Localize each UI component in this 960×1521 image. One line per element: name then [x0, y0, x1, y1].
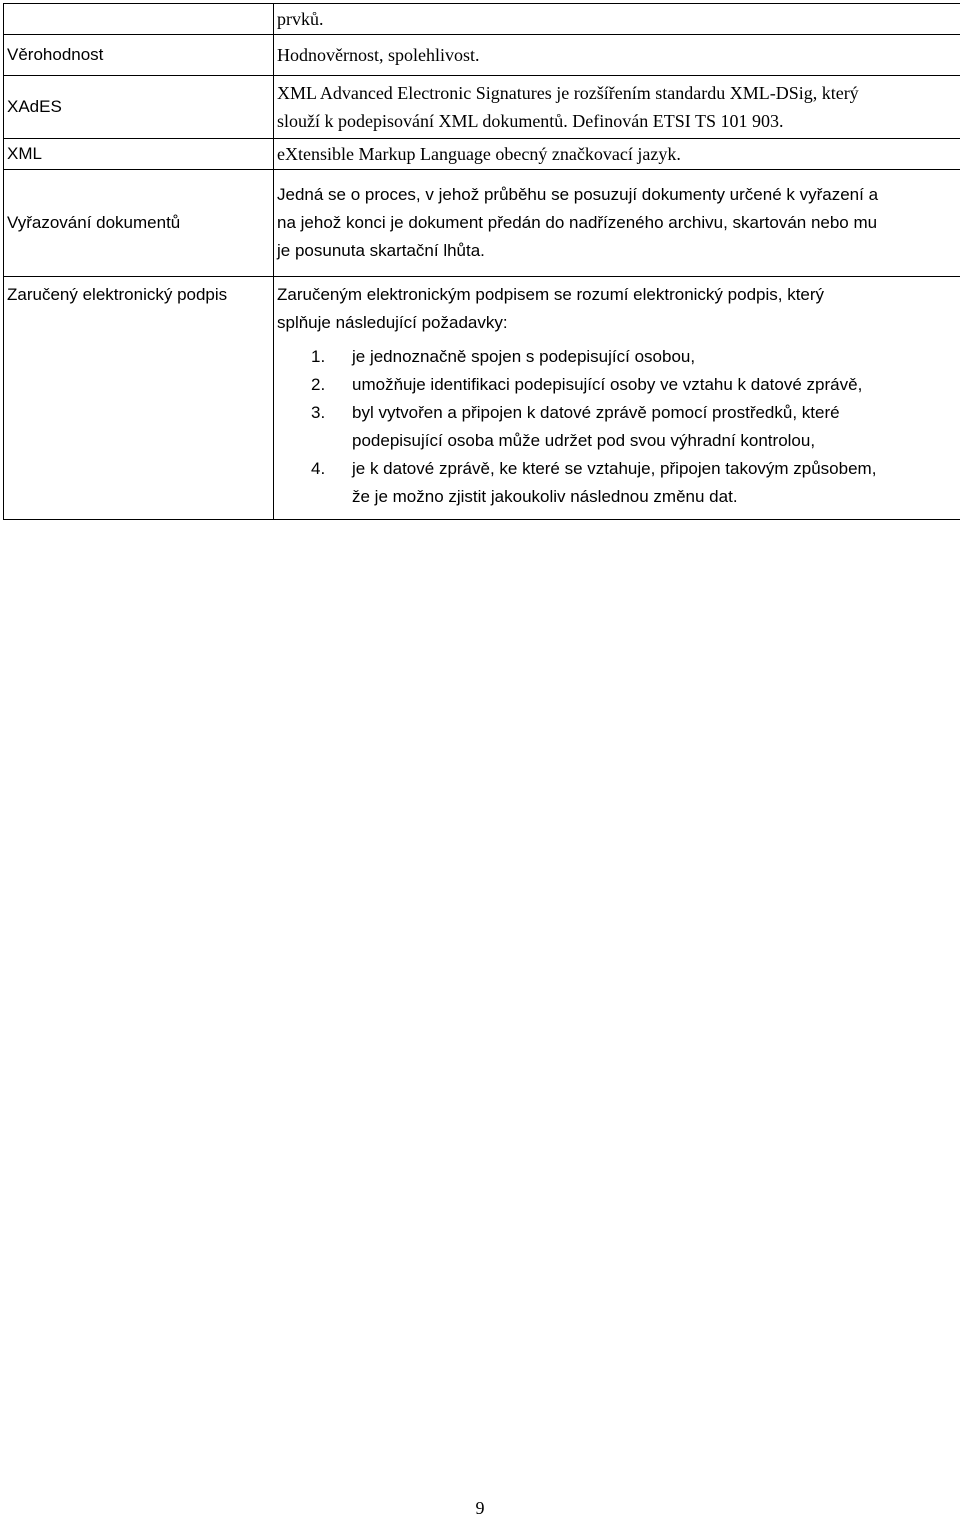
table-row	[4, 35, 960, 76]
definition-cell	[274, 76, 960, 139]
list-item	[277, 371, 957, 399]
list-item-text: byl vytvořen a připojen k datové zprávě pomocí prostředků, které	[352, 403, 840, 422]
term-cell: Věrohodnost	[4, 35, 274, 76]
list-item-text: je k datové zprávě, ke které se vztahuje, připojen takovým způsobem,	[352, 459, 877, 478]
list-item	[277, 343, 957, 371]
definition-cell	[274, 170, 960, 277]
list-item-text: že je možno zjistit jakoukoliv následnou změnu dat.	[352, 487, 738, 506]
list-item-number: 1.	[311, 347, 326, 366]
table-row	[4, 277, 960, 520]
list-item-number: 2.	[311, 375, 326, 394]
term-cell: XAdES	[4, 76, 274, 139]
requirements-list	[277, 343, 957, 511]
page-number: 9	[475, 1498, 485, 1518]
list-item-text: podepisující osoba může udržet pod svou výhradní kontrolou,	[352, 431, 816, 450]
term-cell: Zaručený elektronický podpis	[4, 277, 274, 520]
table-row	[4, 170, 960, 277]
glossary-table	[3, 3, 960, 520]
definition-line: splňuje následující požadavky:	[277, 313, 508, 332]
term-cell-empty	[4, 4, 274, 35]
table-row	[4, 139, 960, 170]
term-cell: XML	[4, 139, 274, 170]
definition-line: XML Advanced Electronic Signatures je rozšířením standardu XML-DSig, který	[277, 83, 859, 103]
table-row	[4, 76, 960, 139]
definition-cell: Hodnověrnost, spolehlivost.	[274, 35, 960, 76]
list-item	[277, 455, 957, 511]
list-item-number: 3.	[311, 403, 326, 422]
definition-line: je posunuta skartační lhůta.	[277, 241, 485, 260]
definition-fragment: prvků.	[277, 9, 324, 29]
definition-cell	[274, 4, 960, 35]
definition-line: slouží k podepisování XML dokumentů. Definován ETSI TS 101 903.	[277, 111, 784, 131]
definition-line: Jedná se o proces, v jehož průběhu se posuzují dokumenty určené k vyřazení a	[277, 185, 879, 204]
definition-cell: eXtensible Markup Language obecný značkovací jazyk.	[274, 139, 960, 170]
definition-line: Zaručeným elektronickým podpisem se rozumí elektronický podpis, který	[277, 285, 825, 304]
list-item	[277, 399, 957, 455]
list-item-text: je jednoznačně spojen s podepisující osobou,	[352, 347, 696, 366]
list-item-text: umožňuje identifikaci podepisující osoby ve vztahu k datové zprávě,	[352, 375, 863, 394]
table-row	[4, 4, 960, 35]
definition-cell	[274, 277, 960, 520]
term-cell: Vyřazování dokumentů	[4, 170, 274, 277]
definition-line: na jehož konci je dokument předán do nadřízeného archivu, skartován nebo mu	[277, 213, 878, 232]
list-item-number: 4.	[311, 459, 326, 478]
